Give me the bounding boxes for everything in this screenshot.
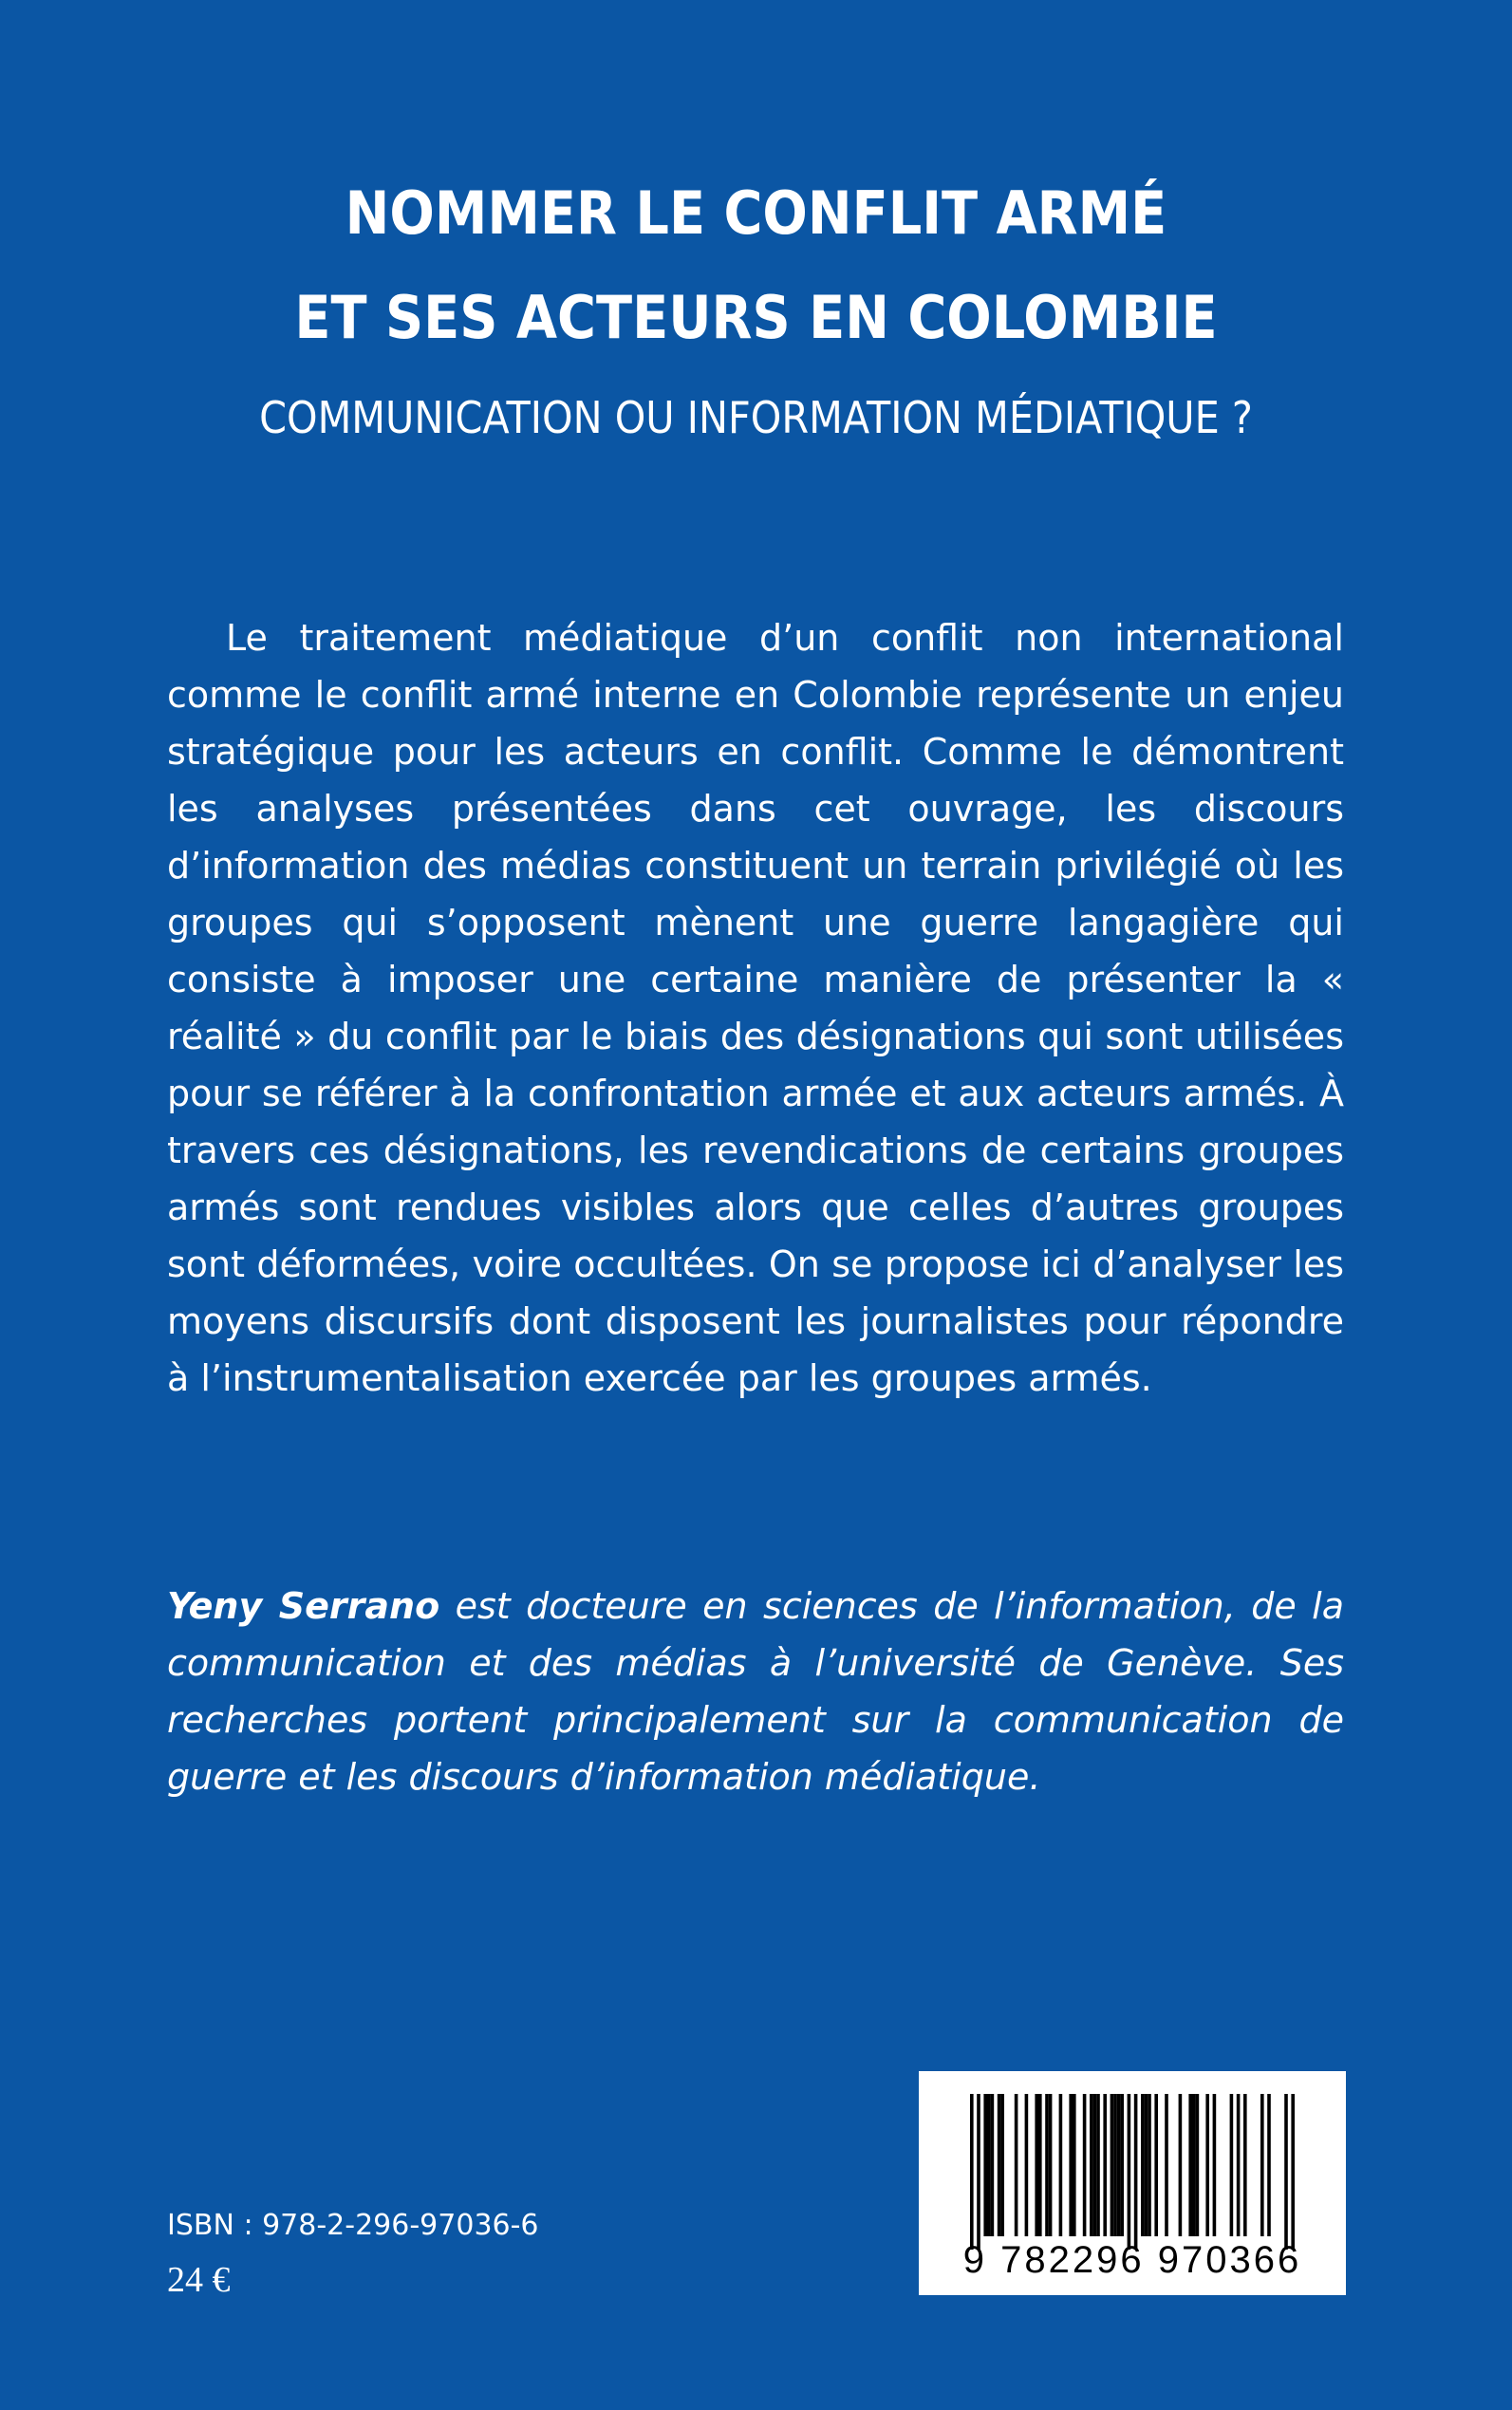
isbn-label: ISBN : 978-2-296-97036-6	[167, 2209, 539, 2242]
price-label: 24 €	[167, 2260, 231, 2300]
barcode-bar	[991, 2094, 995, 2236]
author-bio-text: est docteure en sciences de l’information, de la communication et des médias à l’université de Genève. Ses recherches portent principalement sur la communication de guerre et les discours d’information médiatique.	[167, 1585, 1344, 1798]
barcode-bar	[1213, 2094, 1217, 2236]
barcode-bar	[1093, 2094, 1097, 2236]
barcode-bar	[1230, 2094, 1234, 2236]
barcode-bar	[1015, 2094, 1018, 2236]
barcode-bar	[970, 2094, 974, 2250]
barcode-bar	[1134, 2094, 1138, 2250]
barcode-bar	[1111, 2094, 1114, 2236]
barcode-bar	[1045, 2094, 1049, 2236]
barcode-bar	[1260, 2094, 1264, 2236]
barcode-digits: 9 782296 970366	[962, 2239, 1302, 2281]
barcode-bar	[1291, 2094, 1295, 2250]
barcode-bar	[1188, 2094, 1192, 2236]
barcode-bar	[1205, 2094, 1209, 2236]
barcode-bar	[1090, 2094, 1093, 2236]
title-line-1: NOMMER LE CONFLIT ARMÉ	[345, 178, 1167, 248]
barcode-bar	[1120, 2094, 1124, 2236]
summary-paragraph: Le traitement médiatique d’un conflit non international comme le conflit armé interne en Colombie représente un enjeu stratégique pour les acteurs en conflit. Comme le démontrent les analyses présentées dans cet ouvrage, les discours d’information des médias constituent un terrain privilégié où les groupes qui s’opposent mènent une guerre langagière qui consiste à imposer une certaine manière de présenter la « réalité » du conflit par le biais des désignations qui sont utilisées pour se référer à la confrontation armée et aux acteurs armés. À travers ces désignations, les revendications de certains groupes armés sont rendues visibles alors que celles d’autres groupes sont déformées, voire occultées. On se propose ici d’analyser les moyens discursifs dont disposent les journalistes pour répondre à l’instrumentalisation exercée par les groupes armés.	[167, 617, 1344, 1399]
barcode-bar	[987, 2094, 991, 2236]
barcode-bar	[1165, 2094, 1168, 2236]
author-bio	[167, 1578, 1344, 1805]
barcode-bar	[1141, 2094, 1145, 2236]
barcode-bar	[1025, 2094, 1029, 2236]
barcode-bar	[1267, 2094, 1271, 2236]
barcode-bar	[1000, 2094, 1004, 2236]
barcode	[919, 2071, 1346, 2295]
barcode-bar	[1243, 2094, 1247, 2236]
barcode-bar	[1073, 2094, 1076, 2236]
barcode-bar	[1145, 2094, 1148, 2236]
barcode-bar	[1059, 2094, 1063, 2236]
barcode-bar	[1237, 2094, 1241, 2236]
barcode-bar	[1284, 2094, 1288, 2250]
title-line-2: ET SES ACTEURS EN COLOMBIE	[294, 283, 1218, 352]
barcode-bar	[977, 2094, 980, 2250]
author-name: Yeny Serrano	[167, 1585, 440, 1627]
barcode-bar	[1113, 2094, 1117, 2236]
barcode-bar	[1103, 2094, 1107, 2236]
barcode-bar	[1035, 2094, 1038, 2236]
book-subtitle: COMMUNICATION OU INFORMATION MÉDIATIQUE ?	[259, 392, 1253, 443]
barcode-bar	[1069, 2094, 1073, 2236]
barcode-bar	[1128, 2094, 1131, 2250]
barcode-bar	[983, 2094, 987, 2236]
barcode-bar	[1096, 2094, 1100, 2236]
barcode-bar	[1196, 2094, 1200, 2236]
book-title	[76, 161, 1437, 370]
barcode-bar	[1038, 2094, 1042, 2236]
barcode-bar	[1117, 2094, 1121, 2236]
barcode-bar	[998, 2094, 1001, 2236]
barcode-bar	[1154, 2094, 1158, 2236]
barcode-bar	[1083, 2094, 1087, 2236]
barcode-bar	[1179, 2094, 1183, 2236]
barcode-bar	[1049, 2094, 1053, 2236]
barcode-bar	[1148, 2094, 1151, 2236]
barcode-bar	[1192, 2094, 1196, 2236]
